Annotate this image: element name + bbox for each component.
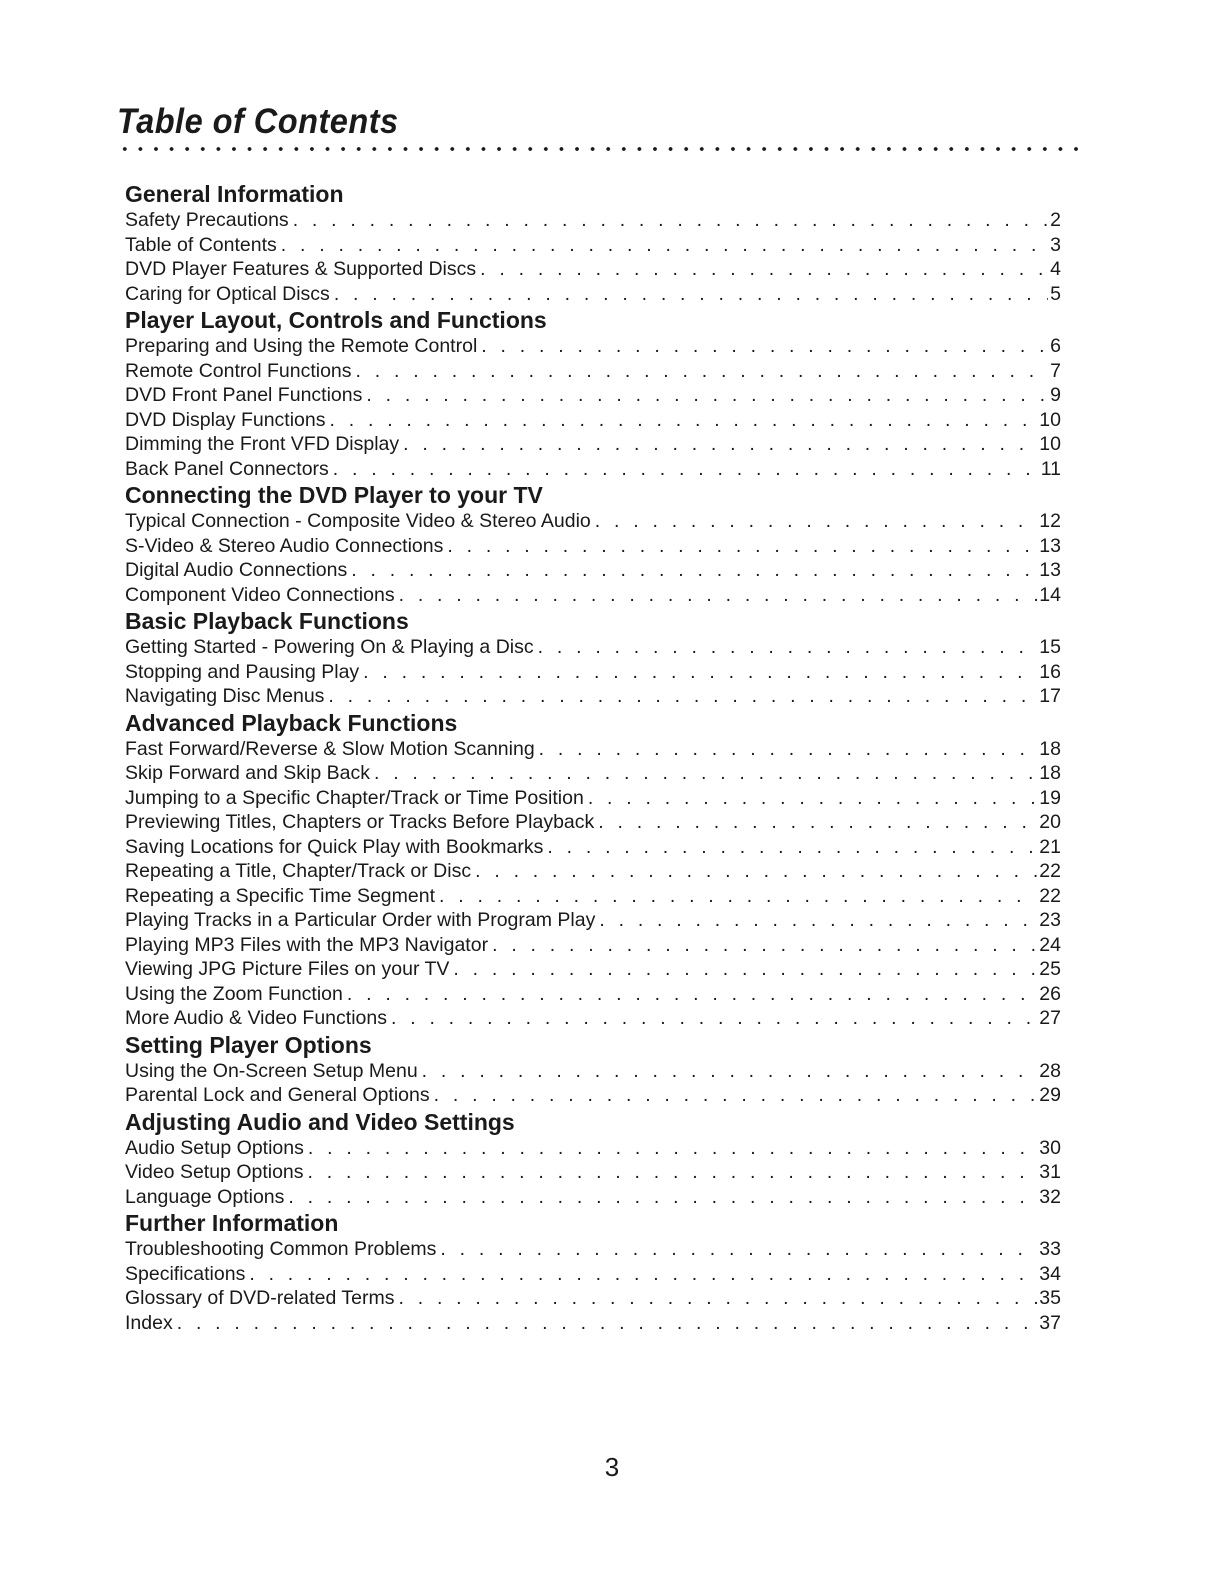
toc-entry bbox=[125, 933, 1061, 958]
section-heading: Adjusting Audio and Video Settings bbox=[125, 1108, 515, 1135]
toc-entry-label: Dimming the Front VFD Display bbox=[125, 433, 400, 455]
toc-entry-page: 37 bbox=[1039, 1311, 1061, 1334]
toc-entry-page: 28 bbox=[1039, 1059, 1061, 1082]
toc-entry-label: Stopping and Pausing Play bbox=[125, 660, 360, 683]
toc-entry-page: 20 bbox=[1039, 811, 1061, 833]
toc-entry-label: Safety Precautions bbox=[125, 209, 289, 231]
toc-entry-label: DVD Display Functions bbox=[125, 408, 326, 431]
dot-leader bbox=[330, 282, 1048, 307]
toc-entry-page: 4 bbox=[1050, 258, 1061, 280]
toc-section bbox=[125, 481, 1061, 607]
toc-entry-label: Repeating a Title, Chapter/Track or Disc bbox=[125, 860, 472, 882]
toc-entry bbox=[125, 957, 1061, 982]
dot-leader bbox=[324, 684, 1037, 709]
toc-entry bbox=[125, 383, 1061, 408]
section-heading: General Information bbox=[125, 181, 344, 207]
toc-entry-label: Playing Tracks in a Particular Order with Program Play bbox=[125, 909, 596, 931]
section-heading: Setting Player Options bbox=[125, 1031, 372, 1058]
toc-entry-label: Back Panel Connectors bbox=[125, 457, 329, 480]
table-of-contents bbox=[125, 180, 1061, 1335]
toc-entry-label: Skip Forward and Skip Back bbox=[125, 762, 370, 784]
dot-leader bbox=[173, 1311, 1038, 1336]
toc-entry bbox=[125, 282, 1061, 307]
toc-entry-label: Using the Zoom Function bbox=[125, 982, 343, 1005]
toc-entry bbox=[125, 359, 1061, 384]
toc-entry bbox=[125, 233, 1061, 258]
toc-entry-label: Audio Setup Options bbox=[125, 1136, 304, 1159]
toc-entry-label: Troubleshooting Common Problems bbox=[125, 1238, 437, 1260]
toc-entry-page: 23 bbox=[1039, 909, 1061, 931]
toc-entry bbox=[125, 982, 1061, 1007]
toc-entry-page: 26 bbox=[1039, 982, 1061, 1005]
toc-entry bbox=[125, 660, 1061, 685]
toc-entry-page: 10 bbox=[1039, 433, 1061, 455]
dot-leader bbox=[477, 334, 1048, 359]
toc-section bbox=[125, 1108, 1061, 1210]
toc-entry-page: 30 bbox=[1039, 1136, 1061, 1159]
dot-leader bbox=[245, 1262, 1037, 1287]
toc-entry-page: 19 bbox=[1039, 786, 1061, 809]
dot-leader bbox=[347, 558, 1037, 583]
dot-leader bbox=[304, 1136, 1037, 1161]
toc-entry bbox=[125, 208, 1061, 233]
dot-leader bbox=[534, 635, 1038, 660]
dot-leader bbox=[436, 1237, 1037, 1262]
dot-leader bbox=[535, 737, 1038, 762]
toc-entry-label: Component Video Connections bbox=[125, 583, 395, 606]
toc-entry bbox=[125, 884, 1061, 909]
dot-leader bbox=[289, 208, 1048, 233]
toc-entry-label: Specifications bbox=[125, 1262, 246, 1285]
dot-leader bbox=[471, 859, 1037, 884]
toc-entry-page: 12 bbox=[1039, 510, 1061, 532]
dot-leader bbox=[352, 359, 1049, 384]
toc-entry-label: Jumping to a Specific Chapter/Track or Time Position bbox=[125, 786, 584, 809]
page-number: 3 bbox=[604, 1452, 620, 1482]
toc-entry bbox=[125, 457, 1061, 482]
toc-entry-page: 13 bbox=[1039, 559, 1061, 581]
toc-entry-page: 25 bbox=[1039, 958, 1061, 980]
section-heading: Advanced Playback Functions bbox=[125, 709, 458, 736]
toc-entry-label: Digital Audio Connections bbox=[125, 559, 348, 581]
toc-entry bbox=[125, 1136, 1061, 1161]
toc-entry bbox=[125, 1185, 1061, 1210]
dot-leader bbox=[591, 509, 1038, 534]
toc-entry-label: Table of Contents bbox=[125, 233, 277, 256]
toc-entry-page: 2 bbox=[1050, 209, 1061, 231]
toc-entry-page: 33 bbox=[1039, 1238, 1061, 1260]
dot-leader bbox=[435, 884, 1037, 909]
toc-entry-label: Previewing Titles, Chapters or Tracks Before Playback bbox=[125, 811, 595, 833]
toc-entry bbox=[125, 761, 1061, 786]
toc-entry bbox=[125, 257, 1061, 282]
toc-entry-page: 10 bbox=[1039, 408, 1061, 431]
toc-entry-page: 18 bbox=[1039, 762, 1061, 784]
toc-entry-label: S-Video & Stereo Audio Connections bbox=[125, 534, 444, 557]
section-heading: Player Layout, Controls and Functions bbox=[125, 307, 547, 333]
toc-entry-label: More Audio & Video Functions bbox=[125, 1007, 387, 1029]
toc-entry-page: 27 bbox=[1039, 1007, 1061, 1029]
dot-leader bbox=[584, 786, 1037, 811]
toc-entry bbox=[125, 835, 1061, 860]
toc-entry bbox=[125, 737, 1061, 762]
toc-section bbox=[125, 180, 1061, 306]
toc-entry bbox=[125, 1006, 1061, 1031]
toc-entry bbox=[125, 1160, 1061, 1185]
toc-entry bbox=[125, 1059, 1061, 1084]
dot-leader bbox=[329, 457, 1039, 482]
toc-entry-page: 9 bbox=[1050, 384, 1061, 406]
toc-entry-label: Preparing and Using the Remote Control bbox=[125, 335, 478, 357]
dot-leader bbox=[430, 1083, 1038, 1108]
toc-entry bbox=[125, 859, 1061, 884]
toc-entry-label: Index bbox=[125, 1311, 173, 1334]
toc-entry bbox=[125, 432, 1061, 457]
toc-section bbox=[125, 607, 1061, 709]
toc-entry-label: DVD Front Panel Functions bbox=[125, 384, 363, 406]
toc-entry-page: 31 bbox=[1039, 1161, 1061, 1183]
section-heading: Further Information bbox=[125, 1210, 339, 1236]
toc-entry-label: Using the On-Screen Setup Menu bbox=[125, 1059, 418, 1082]
toc-entry-label: Navigating Disc Menus bbox=[125, 685, 325, 707]
dot-leader bbox=[359, 660, 1037, 685]
dot-leader bbox=[325, 408, 1037, 433]
toc-entry-page: 14 bbox=[1039, 583, 1061, 606]
toc-entry-page: 29 bbox=[1039, 1084, 1061, 1106]
toc-entry bbox=[125, 684, 1061, 709]
toc-entry-page: 17 bbox=[1039, 685, 1061, 707]
dot-leader bbox=[476, 257, 1048, 282]
dot-leader bbox=[277, 233, 1048, 258]
toc-entry-page: 22 bbox=[1039, 860, 1061, 882]
toc-entry-label: Typical Connection - Composite Video & Stereo Audio bbox=[125, 510, 591, 532]
dot-leader bbox=[395, 583, 1038, 608]
toc-entry-label: Getting Started - Powering On & Playing a Disc bbox=[125, 636, 534, 658]
toc-entry bbox=[125, 1286, 1061, 1311]
toc-entry bbox=[125, 558, 1061, 583]
dot-leader bbox=[543, 835, 1037, 860]
toc-entry-page: 22 bbox=[1039, 884, 1061, 907]
toc-entry-page: 7 bbox=[1050, 359, 1061, 382]
toc-entry bbox=[125, 534, 1061, 559]
dot-leader bbox=[399, 432, 1037, 457]
toc-entry-label: Viewing JPG Picture Files on your TV bbox=[125, 958, 450, 980]
dot-leader bbox=[284, 1185, 1037, 1210]
dot-leader bbox=[394, 1286, 1037, 1311]
toc-section bbox=[125, 1031, 1061, 1108]
toc-entry-label: Remote Control Functions bbox=[125, 359, 352, 382]
toc-entry bbox=[125, 908, 1061, 933]
toc-entry-page: 35 bbox=[1039, 1287, 1061, 1309]
dotted-rule bbox=[117, 146, 1089, 152]
toc-entry-page: 32 bbox=[1039, 1185, 1061, 1208]
toc-entry-label: Parental Lock and General Options bbox=[125, 1084, 430, 1106]
toc-entry-label: Language Options bbox=[125, 1185, 285, 1208]
toc-entry-page: 11 bbox=[1040, 457, 1061, 480]
toc-entry-page: 13 bbox=[1039, 534, 1061, 557]
toc-section bbox=[125, 709, 1061, 1031]
dot-leader bbox=[370, 761, 1037, 786]
toc-entry-page: 5 bbox=[1050, 282, 1061, 305]
toc-entry-label: Playing MP3 Files with the MP3 Navigator bbox=[125, 933, 489, 956]
toc-entry bbox=[125, 509, 1061, 534]
section-heading: Connecting the DVD Player to your TV bbox=[125, 482, 543, 508]
toc-entry bbox=[125, 786, 1061, 811]
toc-entry bbox=[125, 1262, 1061, 1287]
toc-entry-page: 6 bbox=[1050, 335, 1061, 357]
toc-entry bbox=[125, 1311, 1061, 1336]
toc-entry-page: 18 bbox=[1039, 737, 1061, 760]
toc-entry bbox=[125, 810, 1061, 835]
toc-entry-label: Repeating a Specific Time Segment bbox=[125, 884, 436, 907]
dot-leader bbox=[387, 1006, 1037, 1031]
toc-entry-label: Saving Locations for Quick Play with Bookmarks bbox=[125, 835, 544, 858]
toc-entry bbox=[125, 1083, 1061, 1108]
toc-entry-page: 21 bbox=[1039, 835, 1061, 858]
toc-entry bbox=[125, 583, 1061, 608]
toc-entry bbox=[125, 1237, 1061, 1262]
toc-entry-label: Caring for Optical Discs bbox=[125, 282, 330, 305]
dot-leader bbox=[418, 1059, 1038, 1084]
toc-entry-page: 16 bbox=[1039, 660, 1061, 683]
toc-entry bbox=[125, 635, 1061, 660]
dot-leader bbox=[443, 534, 1037, 559]
toc-entry-label: Video Setup Options bbox=[125, 1161, 304, 1183]
dot-leader bbox=[488, 933, 1037, 958]
toc-entry-page: 24 bbox=[1039, 933, 1061, 956]
dot-leader bbox=[449, 957, 1037, 982]
toc-section bbox=[125, 1209, 1061, 1335]
toc-entry bbox=[125, 334, 1061, 359]
toc-section bbox=[125, 306, 1061, 481]
dot-leader bbox=[304, 1160, 1038, 1185]
page-title: Table of Contents bbox=[117, 102, 399, 141]
toc-entry-page: 34 bbox=[1039, 1262, 1061, 1285]
toc-entry-page: 3 bbox=[1050, 233, 1061, 256]
dot-leader bbox=[594, 810, 1037, 835]
toc-entry-page: 15 bbox=[1039, 636, 1061, 658]
toc-entry-label: DVD Player Features & Supported Discs bbox=[125, 258, 477, 280]
toc-entry bbox=[125, 408, 1061, 433]
toc-entry-label: Glossary of DVD-related Terms bbox=[125, 1287, 395, 1309]
dot-leader bbox=[343, 982, 1037, 1007]
toc-entry-label: Fast Forward/Reverse & Slow Motion Scanning bbox=[125, 737, 535, 760]
section-heading: Basic Playback Functions bbox=[125, 608, 409, 634]
dot-leader bbox=[362, 383, 1048, 408]
dot-leader bbox=[595, 908, 1037, 933]
